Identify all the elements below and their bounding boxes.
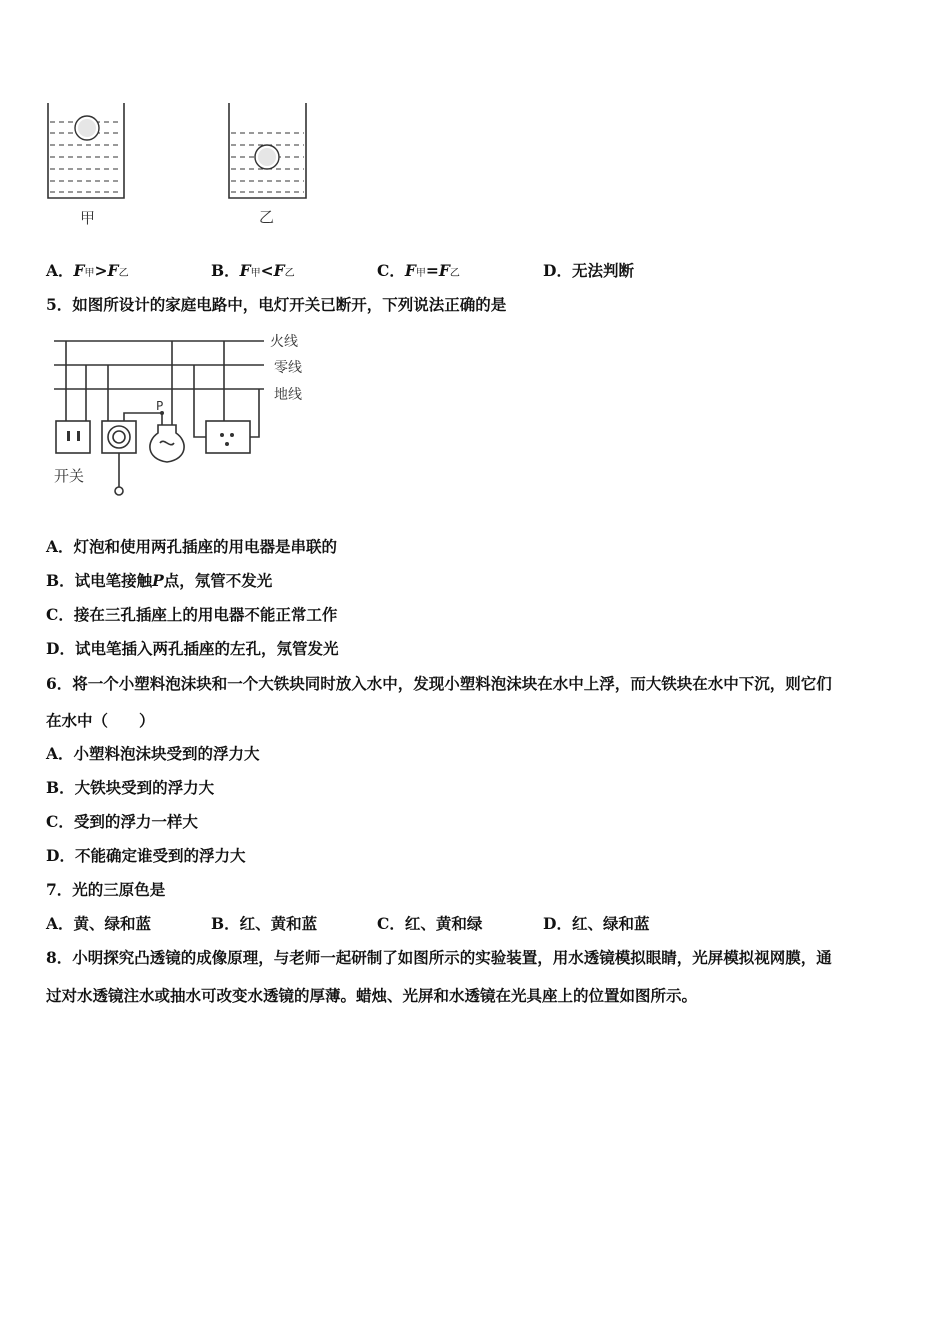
- q5-option-a: A．灯泡和使用两孔插座的用电器是串联的: [46, 537, 338, 556]
- q4-option-d: D．无法判断: [543, 261, 634, 280]
- q4-option-b: B．F甲<F乙: [211, 261, 295, 280]
- beaker-jia: [48, 103, 124, 198]
- two-hole-socket: [56, 421, 90, 453]
- beakers-figure: [40, 95, 330, 235]
- q8-stem-line2: 过对水透镜注水或抽水可改变水透镜的厚薄。蜡烛、光屏和水透镜在光具座上的位置如图所示。: [46, 986, 698, 1005]
- q7-stem: 7．光的三原色是: [46, 880, 166, 899]
- label-jia: 甲: [80, 209, 96, 227]
- q5-stem: 5．如图所设计的家庭电路中，电灯开关已断开，下列说法正确的是: [46, 295, 507, 314]
- q5-option-c: C．接在三孔插座上的用电器不能正常工作: [46, 605, 338, 624]
- q6-option-a: A．小塑料泡沫块受到的浮力大: [46, 744, 260, 763]
- circuit-figure: [44, 325, 324, 505]
- q8-stem-line1: 8．小明探究凸透镜的成像原理，与老师一起研制了如图所示的实验装置，用水透镜模拟眼睛，光屏模拟视网膜，通: [46, 948, 832, 967]
- label-yi: 乙: [259, 208, 275, 226]
- point-p-label: P: [156, 399, 164, 413]
- label-fire: 火线: [270, 334, 298, 350]
- q5-option-d: D．试电笔插入两孔插座的左孔，氖管发光: [46, 639, 339, 658]
- beaker-yi: [229, 103, 306, 198]
- three-hole-socket: [206, 421, 250, 453]
- q6-option-d: D．不能确定谁受到的浮力大: [46, 846, 246, 865]
- q6-option-b: B．大铁块受到的浮力大: [46, 778, 215, 797]
- q4-option-c: C．F甲=F乙: [377, 261, 460, 280]
- q6-stem-line1: 6．将一个小塑料泡沫块和一个大铁块同时放入水中，发现小塑料泡沫块在水中上浮，而大铁块在水中下沉，则它们: [46, 674, 832, 693]
- label-ground: 地线: [274, 387, 302, 403]
- q4-option-a: A．F甲>F乙: [46, 261, 129, 280]
- q7-option-c: C．红、黄和绿: [377, 914, 483, 933]
- q7-option-d: D．红、绿和蓝: [543, 914, 650, 933]
- q7-option-b: B．红、黄和蓝: [211, 914, 318, 933]
- q6-option-c: C．受到的浮力一样大: [46, 812, 198, 831]
- label-switch: 开关: [54, 467, 85, 485]
- q5-option-b: B．试电笔接触P点，氖管不发光: [46, 571, 273, 590]
- label-zero: 零线: [274, 360, 302, 376]
- q7-option-a: A．黄、绿和蓝: [46, 914, 152, 933]
- q6-stem-line2: 在水中（ ）: [46, 711, 155, 730]
